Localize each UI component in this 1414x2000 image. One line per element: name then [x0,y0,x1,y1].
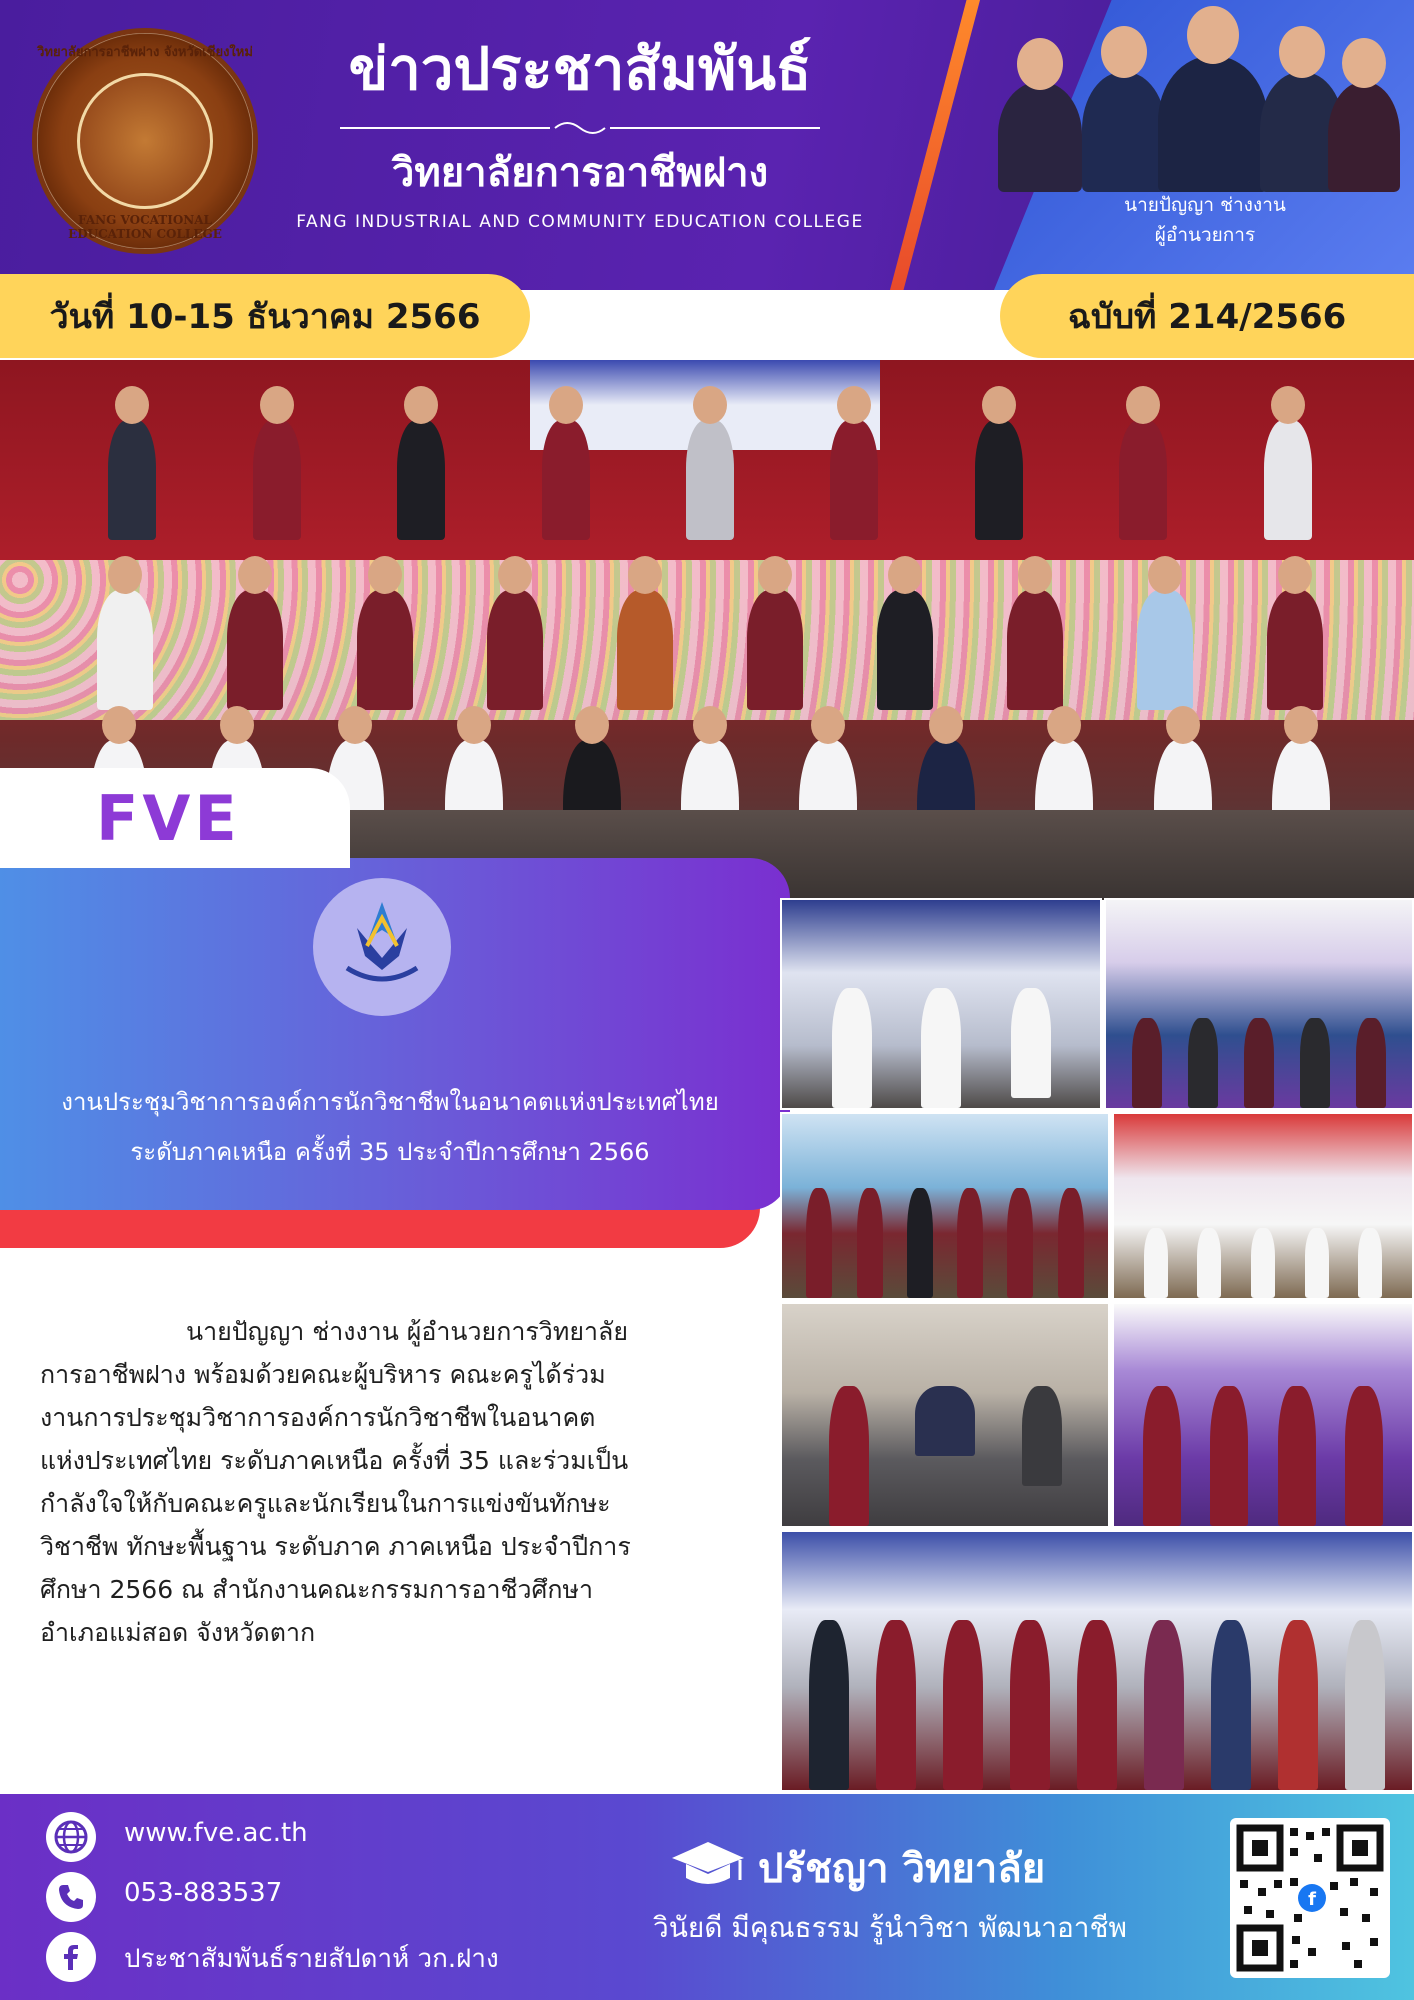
executives-photo [990,22,1400,192]
executive-figure [1158,56,1268,192]
headline-line-2: ระดับภาคเหนือ ครั้งที่ 35 ประจำปีการศึกษา 2566 [130,1138,650,1166]
svg-text:f: f [1308,1889,1316,1910]
emblem-icon [337,898,427,990]
event-photo [1112,1112,1414,1300]
qr-code[interactable] [1230,1818,1390,1978]
body-line: นายปัญญา ช่างงาน ผู้อำนวยการวิทยาลัย [186,1317,628,1346]
body-line: ศึกษา 2566 ณ สำนักงานคณะกรรมการอาชีวศึกษา [40,1575,594,1604]
body-line: กำลังใจให้กับคณะครูและนักเรียนในการแข่งขันทักษะ [40,1489,611,1518]
philosophy-text: วินัยดี มีคุณธรรม รู้นำวิชา พัฒนาอาชีพ [653,1911,1127,1944]
issue-badge: ฉบับที่ 214/2566 [1000,274,1414,358]
logo-emblem [77,73,213,209]
event-photo [780,1112,1110,1300]
date-badge: วันที่ 10-15 ธันวาคม 2566 [0,274,530,358]
qr-code-icon [1230,1818,1390,1978]
header-orange-stripe [890,0,980,290]
body-line: การอาชีพฝาง พร้อมด้วยคณะผู้บริหาร คณะครูได้ร่วม [40,1360,606,1389]
body-line: แห่งประเทศไทย ระดับภาคเหนือ ครั้งที่ 35 และร่วมเป็น [40,1446,629,1475]
logo-text-top: วิทยาลัยการอาชีพฝาง จังหวัดเชียงใหม่ [37,45,253,60]
news-title: ข่าวประชาสัมพันธ์ [348,35,812,103]
executive-figure [1082,72,1166,192]
body-line: วิชาชีพ ทักษะพื้นฐาน ระดับภาค ภาคเหนือ ประจำปีการ [40,1532,631,1561]
globe-icon [46,1812,96,1862]
facebook-icon [46,1932,96,1982]
logo-text-bottom: FANG VOCATIONAL EDUCATION COLLEGE [68,213,222,241]
philosophy-title: ปรัชญา วิทยาลัย [758,1845,1046,1892]
phone-number: 053-883537 [124,1878,283,1908]
body-line: อำเภอแม่สอด จังหวัดตาก [40,1618,316,1647]
crowd-middle-row [60,590,1360,710]
phone-icon [46,1872,96,1922]
college-name-thai: วิทยาลัยการอาชีพฝาง [391,149,769,196]
article-body [40,1310,760,1654]
event-photo [1104,898,1414,1110]
fve-label: FVE [96,782,241,855]
header-banner [0,0,1414,290]
executive-figure [998,82,1082,192]
graduation-cap-icon [670,1840,746,1892]
event-photo [780,1302,1110,1528]
executive-figure [1328,82,1400,192]
director-name: นายปัญญา ช่างงาน [1124,194,1286,216]
college-name-english: FANG INDUSTRIAL AND COMMUNITY EDUCATION COLLEGE [296,212,864,232]
ornament-divider [340,118,820,138]
organization-emblem [313,878,451,1016]
college-logo [32,28,258,254]
event-photo [780,1530,1414,1792]
director-title: ผู้อำนวยการ [1154,224,1256,246]
website-link[interactable]: www.fve.ac.th [124,1818,308,1848]
event-photo [1112,1302,1414,1528]
headline-line-1: งานประชุมวิชาการองค์การนักวิชาชีพในอนาคตแห่งประเทศไทย [61,1088,719,1116]
event-photo [780,898,1102,1110]
crowd-back-row [60,420,1360,540]
body-line: งานการประชุมวิชาการองค์การนักวิชาชีพในอนาคต [40,1403,596,1432]
facebook-page[interactable]: ประชาสัมพันธ์รายสัปดาห์ วก.ฝาง [124,1944,499,1974]
